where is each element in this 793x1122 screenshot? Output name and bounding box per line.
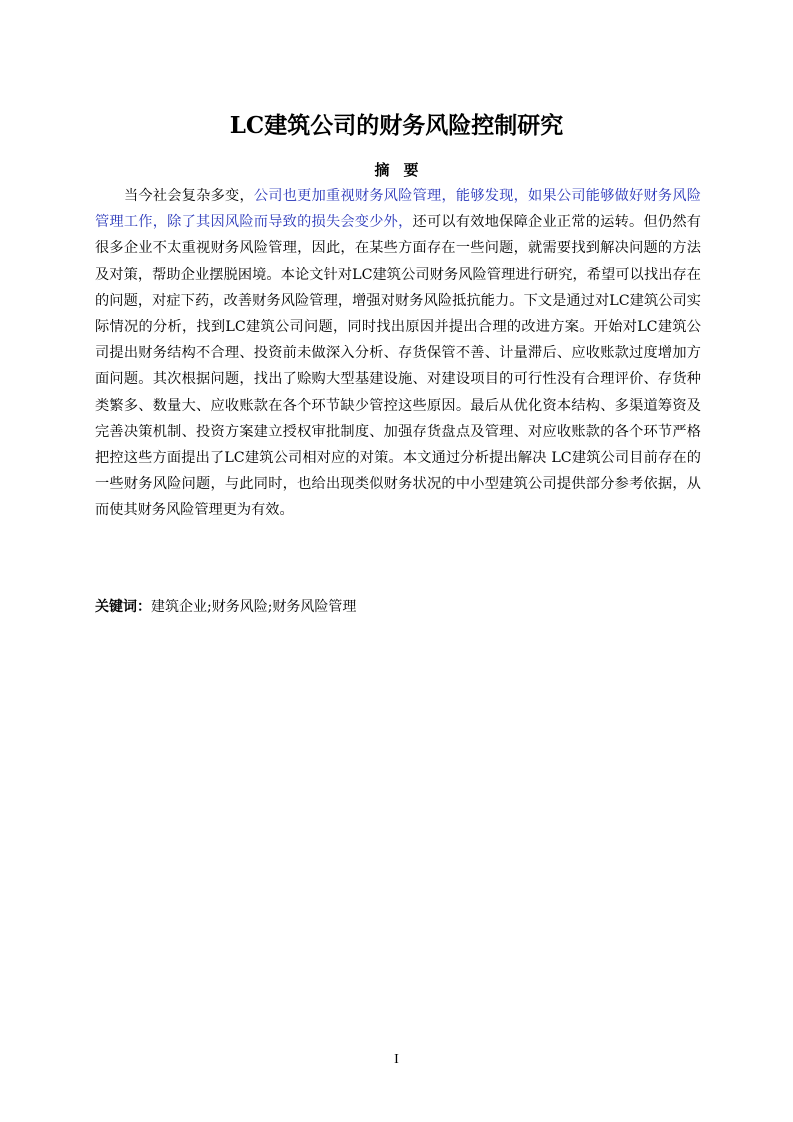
page-number: I xyxy=(394,1052,399,1067)
abstract-heading: 摘要 xyxy=(374,161,433,179)
keywords-line xyxy=(95,596,701,618)
paper-title: LC建筑公司的财务风险控制研究 xyxy=(229,112,564,139)
abstract-body xyxy=(95,183,701,524)
abstract-segment-1: 当今社会复杂多变， xyxy=(124,188,254,204)
keywords-text: 建筑企业;财务风险;财务风险管理 xyxy=(151,599,357,615)
abstract-highlighted-segment: 公司也更加重视财务风险管理，能够发现，如果公司能够做好财务风险管理工作，除了其因风险而导致的损失会变少外， xyxy=(95,188,701,231)
keywords-label: 关键词： xyxy=(95,599,151,615)
abstract-segment-3: 还可以有效地保障企业正常的运转。但仍然有很多企业不太重视财务风险管理，因此，在某些方面存在一些问题，就需要找到解决问题的方法及对策，帮助企业摆脱困境。本论文针对LC建筑公司财务风险管理进行研究，希望可以找出存在的问题，对症下药，改善财务风险管理，增强对财务风险抵抗能力。下文是通过对LC建筑公司实际情况的分析，找到LC建筑公司问题，同时找出原因并提出合理的改进方案。开始对LC建筑公司提出财务结构不合理、投资前未做深入分析、存货保管不善、计量滞后、应收账款过度增加方面问题。其次根据问题，找出了赊购大型基建设施、对建设项目的可行性没有合理评价、存货种类繁多、数量大、应收账款在各个环节缺少管控这些原因。最后从优化资本结构、多渠道筹资及完善决策机制、投资方案建立授权审批制度、加强存货盘点及管理、对应收账款的各个环节严格把控这些方面提出了LC建筑公司相对应的对策。本文通过分析提出解决 LC建筑公司目前存在的一些财务风险问题，与此同时，也给出现类似财务状况的中小型建筑公司提供部分参考依据，从而使其财务风险管理更为有效。 xyxy=(95,214,701,519)
